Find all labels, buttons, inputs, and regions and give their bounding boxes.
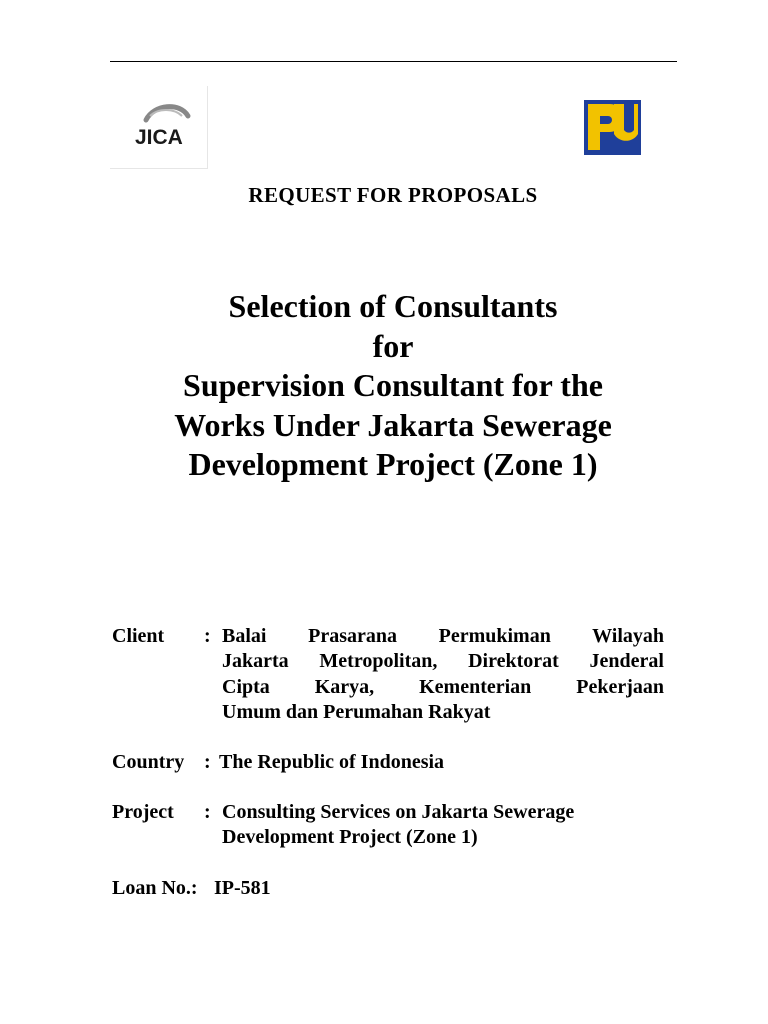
jica-logo-icon <box>110 86 207 168</box>
title-line: Supervision Consultant for the <box>183 367 603 403</box>
pu-logo <box>584 100 641 155</box>
title-line: Works Under Jakarta Sewerage <box>174 406 612 443</box>
title-line: Development Project (Zone 1) <box>188 446 598 482</box>
loan-label: Loan No.: <box>112 877 198 899</box>
client-value <box>222 624 664 725</box>
project-value <box>222 800 672 851</box>
title-line: for <box>372 327 414 364</box>
loan-value: IP-581 <box>214 877 271 899</box>
jica-logo-text: JICA <box>135 126 183 149</box>
top-rule <box>110 61 677 62</box>
client-row <box>112 624 672 726</box>
title-line: Selection of Consultants <box>228 288 558 324</box>
project-colon: : <box>204 801 211 823</box>
pu-logo-icon <box>584 100 641 155</box>
jica-logo <box>110 86 208 169</box>
project-label: Project <box>112 801 174 823</box>
client-colon: : <box>204 625 211 647</box>
client-line: Balai Prasarana Permukiman Wilayah <box>222 625 664 647</box>
client-line: Jakarta Metropolitan, Direktorat Jenderal <box>222 650 664 673</box>
document-title <box>0 287 768 485</box>
client-line: Umum dan Perumahan Rakyat <box>222 700 491 723</box>
client-line: Cipta Karya, Kementerian Pekerjaan <box>222 675 664 698</box>
request-for-proposals-heading: REQUEST FOR PROPOSALS <box>248 183 538 207</box>
country-value: The Republic of Indonesia <box>219 751 445 773</box>
country-label: Country <box>112 751 185 773</box>
project-line: Consulting Services on Jakarta Sewerage <box>222 801 575 823</box>
country-colon: : <box>204 751 211 773</box>
project-line: Development Project (Zone 1) <box>222 826 478 849</box>
client-label: Client <box>112 625 165 647</box>
